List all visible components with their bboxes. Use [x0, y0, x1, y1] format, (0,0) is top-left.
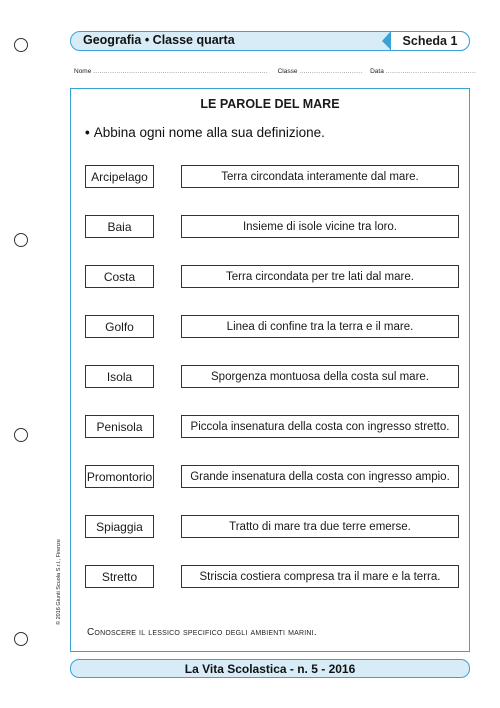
match-row [71, 515, 469, 539]
match-row [71, 565, 469, 589]
term-box[interactable]: Spiaggia [85, 515, 154, 538]
term-box[interactable]: Penisola [85, 415, 154, 438]
worksheet-title: LE PAROLE DEL MARE [200, 97, 340, 111]
nome-line[interactable]: ................................................................................... [93, 68, 268, 75]
definition-box[interactable]: Striscia costiera compresa tra il mare e la terra. [181, 565, 459, 588]
instruction [85, 125, 325, 140]
match-row [71, 365, 469, 389]
match-row [71, 165, 469, 189]
definition-box[interactable]: Tratto di mare tra due terre emerse. [181, 515, 459, 538]
worksheet-box [70, 88, 470, 652]
nome-label: Nome [74, 68, 92, 75]
term-box[interactable]: Costa [85, 265, 154, 288]
term-box[interactable]: Arcipelago [85, 165, 154, 188]
match-row [71, 415, 469, 439]
data-line[interactable]: ........................................... [385, 68, 477, 75]
definition-box[interactable]: Sporgenza montuosa della costa sul mare. [181, 365, 459, 388]
binder-hole-2 [14, 233, 28, 247]
term-box[interactable]: Stretto [85, 565, 154, 588]
match-row [71, 315, 469, 339]
match-row [71, 215, 469, 239]
classe-label: Classe [277, 68, 298, 75]
term-box[interactable]: Baia [85, 215, 154, 238]
instruction-text: Abbina ogni nome alla sua definizione. [93, 125, 325, 140]
match-row [71, 265, 469, 289]
definition-box[interactable]: Insieme di isole vicine tra loro. [181, 215, 459, 238]
data-label: Data [370, 68, 384, 75]
binder-hole-3 [14, 428, 28, 442]
binder-hole-4 [14, 632, 28, 646]
student-fields [74, 68, 477, 75]
sheet-number-tab: Scheda 1 [390, 31, 470, 51]
term-box[interactable]: Golfo [85, 315, 154, 338]
instruction-bullet: • [85, 125, 90, 140]
definition-box[interactable]: Grande insenatura della costa con ingresso ampio. [181, 465, 459, 488]
definition-box[interactable]: Terra circondata per tre lati dal mare. [181, 265, 459, 288]
term-box[interactable]: Promontorio [85, 465, 154, 488]
binder-hole-1 [14, 38, 28, 52]
copyright-notice: © 2016 Giunti Scuola S.r.l., Firenze [56, 539, 62, 625]
match-row [71, 465, 469, 489]
definition-box[interactable]: Terra circondata interamente dal mare. [181, 165, 459, 188]
term-box[interactable]: Isola [85, 365, 154, 388]
learning-objective: Conoscere il lessico specifico degli ambienti marini. [87, 627, 317, 638]
definition-box[interactable]: Piccola insenatura della costa con ingresso stretto. [181, 415, 459, 438]
classe-line[interactable]: .............................. [299, 68, 363, 75]
header-bar [70, 31, 470, 51]
definition-box[interactable]: Linea di confine tra la terra e il mare. [181, 315, 459, 338]
footer-bar: La Vita Scolastica - n. 5 - 2016 [70, 659, 470, 678]
subject-title: Geografia • Classe quarta [83, 33, 235, 47]
